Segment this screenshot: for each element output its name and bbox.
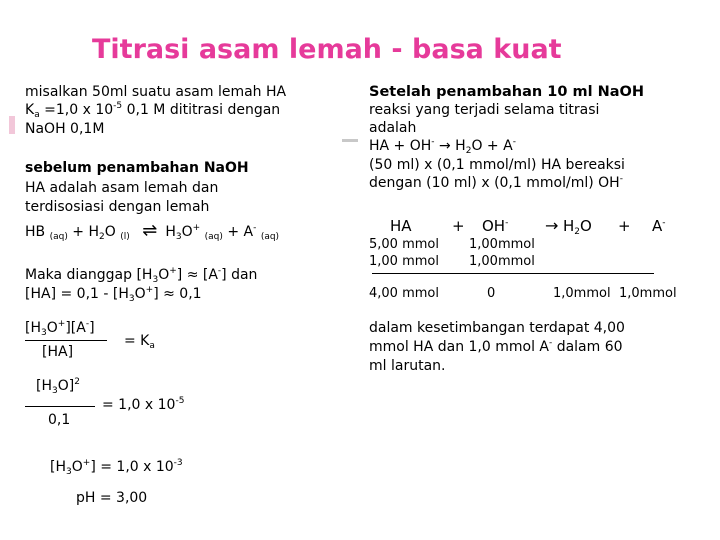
f1-eq: = K bbox=[124, 333, 150, 349]
rx-row1-col1: 5,00 mmol bbox=[369, 237, 439, 252]
rx-o: O bbox=[580, 217, 592, 235]
rx-row3-col1: 4,00 mmol bbox=[369, 286, 439, 301]
left-edge-decoration bbox=[9, 116, 15, 134]
assume2-d: + bbox=[145, 285, 154, 295]
ka-subscript: a bbox=[34, 110, 40, 120]
fraction-1-bar bbox=[25, 340, 107, 341]
rx-row2-col1: 1,00 mmol bbox=[369, 254, 439, 269]
l3-e: O + A bbox=[471, 138, 513, 154]
after-line-2: adalah bbox=[369, 120, 417, 136]
rx-plus-2: + bbox=[618, 217, 631, 235]
rx-h: H bbox=[563, 217, 575, 235]
fraction-1-numerator bbox=[25, 320, 95, 338]
f2-d: 2 bbox=[74, 377, 80, 387]
rx-h2o bbox=[563, 217, 592, 235]
rx-oh-text: OH bbox=[482, 217, 506, 235]
eq-o: O bbox=[104, 224, 116, 240]
assume2-a: [HA] = 0,1 - [H bbox=[25, 286, 129, 302]
before-line-1: HA adalah asam lemah dan bbox=[25, 180, 219, 196]
f1-a: [H bbox=[25, 320, 41, 336]
rx-arrow: → bbox=[545, 216, 559, 235]
r1-c: O bbox=[71, 459, 83, 475]
eq-o2: O bbox=[181, 224, 193, 240]
rx-oh-sup: - bbox=[505, 218, 509, 228]
f2-a: [H bbox=[36, 378, 52, 394]
assume1-g: ] dan bbox=[221, 267, 258, 283]
f1-e: ][A bbox=[65, 320, 86, 336]
ph-result: pH = 3,00 bbox=[76, 490, 148, 506]
assume1-c: O bbox=[158, 267, 170, 283]
l3-b: - bbox=[431, 137, 435, 147]
before-heading: sebelum penambahan NaOH bbox=[25, 160, 249, 176]
l5-b: - bbox=[619, 174, 623, 184]
rx-a-sup: - bbox=[662, 218, 666, 228]
rx-2: 2 bbox=[574, 227, 581, 237]
rx-ha: HA bbox=[390, 217, 412, 235]
rx-a-text: A bbox=[652, 217, 663, 235]
conclusion-line-2 bbox=[369, 339, 623, 357]
ka-exponent: -5 bbox=[113, 101, 123, 111]
rx-row3-col3: 1,0mmol bbox=[553, 286, 611, 301]
assume1-a: Maka dianggap [H bbox=[25, 267, 153, 283]
page-title: Titrasi asam lemah - basa kuat bbox=[92, 34, 562, 65]
r1-f: -3 bbox=[173, 458, 183, 468]
ka-symbol: K bbox=[25, 102, 35, 118]
eq-sub-2: 2 bbox=[99, 232, 105, 242]
fraction-2-denominator: 0,1 bbox=[48, 412, 71, 428]
f1-g: ] bbox=[89, 320, 95, 336]
after-line-1: reaksi yang terjadi selama titrasi bbox=[369, 102, 600, 118]
mid-dash-decoration bbox=[342, 139, 358, 142]
fraction-2-equals bbox=[102, 397, 184, 415]
rx-a bbox=[652, 217, 666, 235]
eq-hb: HB bbox=[25, 224, 46, 240]
f1-b: 3 bbox=[41, 328, 47, 338]
assumption-line-1 bbox=[25, 267, 257, 285]
r1-d: + bbox=[82, 458, 91, 468]
after-heading: Setelah penambahan 10 ml NaOH bbox=[369, 84, 644, 100]
assume1-f: - bbox=[217, 266, 222, 276]
after-line-3 bbox=[369, 138, 516, 156]
equilibrium-arrow: ⇌ bbox=[142, 220, 158, 241]
l3-f: - bbox=[512, 137, 516, 147]
eq-aq-3: (aq) bbox=[260, 232, 280, 242]
rx-oh bbox=[482, 217, 508, 235]
rx-row3-col2: 0 bbox=[487, 286, 496, 301]
c2-b: - bbox=[549, 338, 553, 348]
assume2-b: 3 bbox=[128, 294, 135, 304]
eq-plus-a: + A bbox=[222, 224, 254, 240]
intro-line-3: NaOH 0,1M bbox=[25, 121, 105, 137]
dissociation-equation bbox=[25, 222, 279, 242]
r1-e: ] = 1,0 x 10 bbox=[90, 459, 174, 475]
before-line-2: terdisosiasi dengan lemah bbox=[25, 199, 210, 215]
rx-row2-col2: 1,00mmol bbox=[469, 254, 535, 269]
f1-f: - bbox=[85, 319, 90, 329]
f1-d: + bbox=[57, 319, 66, 329]
fraction-2-bar bbox=[25, 406, 95, 407]
intro-line-1: misalkan 50ml suatu asam lemah HA bbox=[25, 84, 287, 100]
conclusion-line-1: dalam kesetimbangan terdapat 4,00 bbox=[369, 320, 625, 336]
eq-plus-h: + H bbox=[67, 224, 100, 240]
assume2-e: ] ≈ 0,1 bbox=[153, 286, 202, 302]
f1-c: O bbox=[46, 320, 58, 336]
fraction-1-equals bbox=[124, 333, 155, 351]
assume1-b: 3 bbox=[152, 275, 159, 285]
fraction-1-denominator: [HA] bbox=[42, 344, 74, 360]
after-line-4: (50 ml) x (0,1 mmol/ml) HA bereaksi bbox=[369, 157, 625, 173]
rx-row1-col2: 1,00mmol bbox=[469, 237, 535, 252]
conclusion-line-3: ml larutan. bbox=[369, 358, 446, 374]
eq-aq-2: (aq) bbox=[204, 232, 223, 242]
f2-b: 3 bbox=[52, 386, 58, 396]
assumption-line-2 bbox=[25, 286, 202, 304]
eq-sub-3: 3 bbox=[175, 232, 182, 242]
assume2-c: O bbox=[134, 286, 146, 302]
r1-a: [H bbox=[50, 459, 66, 475]
c2-c: dalam 60 bbox=[552, 339, 623, 355]
after-line-5 bbox=[369, 175, 623, 193]
l3-a: HA + OH bbox=[369, 138, 432, 154]
eq-aq-1: (aq) bbox=[49, 232, 68, 242]
intro-line-2 bbox=[25, 102, 280, 120]
rx-divider bbox=[372, 273, 654, 274]
rx-plus-1: + bbox=[452, 217, 465, 235]
eq-sup-minus: - bbox=[253, 223, 257, 233]
l5-a: dengan (10 ml) x (0,1 mmol/ml) OH bbox=[369, 175, 620, 191]
f1-eq-sub: a bbox=[149, 341, 155, 351]
l3-c: → H bbox=[434, 138, 466, 154]
l3-d: 2 bbox=[465, 146, 472, 156]
eq-sup-plus: + bbox=[192, 223, 201, 233]
eq-h: H bbox=[165, 224, 176, 240]
f2-eq-exp: -5 bbox=[175, 396, 185, 406]
ka-value: =1,0 x 10 bbox=[39, 102, 114, 118]
f2-eq: = 1,0 x 10 bbox=[102, 397, 176, 413]
h3o-result bbox=[50, 459, 183, 477]
assume1-d: + bbox=[169, 266, 177, 276]
r1-b: 3 bbox=[66, 467, 72, 477]
rx-row3-col4: 1,0mmol bbox=[619, 286, 677, 301]
intro-tail: 0,1 M dititrasi dengan bbox=[122, 102, 281, 118]
eq-l: (l) bbox=[120, 232, 130, 242]
c2-a: mmol HA dan 1,0 mmol A bbox=[369, 339, 549, 355]
assume1-e: ] ≈ [A bbox=[176, 267, 218, 283]
f2-c: O] bbox=[57, 378, 75, 394]
fraction-2-numerator bbox=[36, 378, 80, 396]
